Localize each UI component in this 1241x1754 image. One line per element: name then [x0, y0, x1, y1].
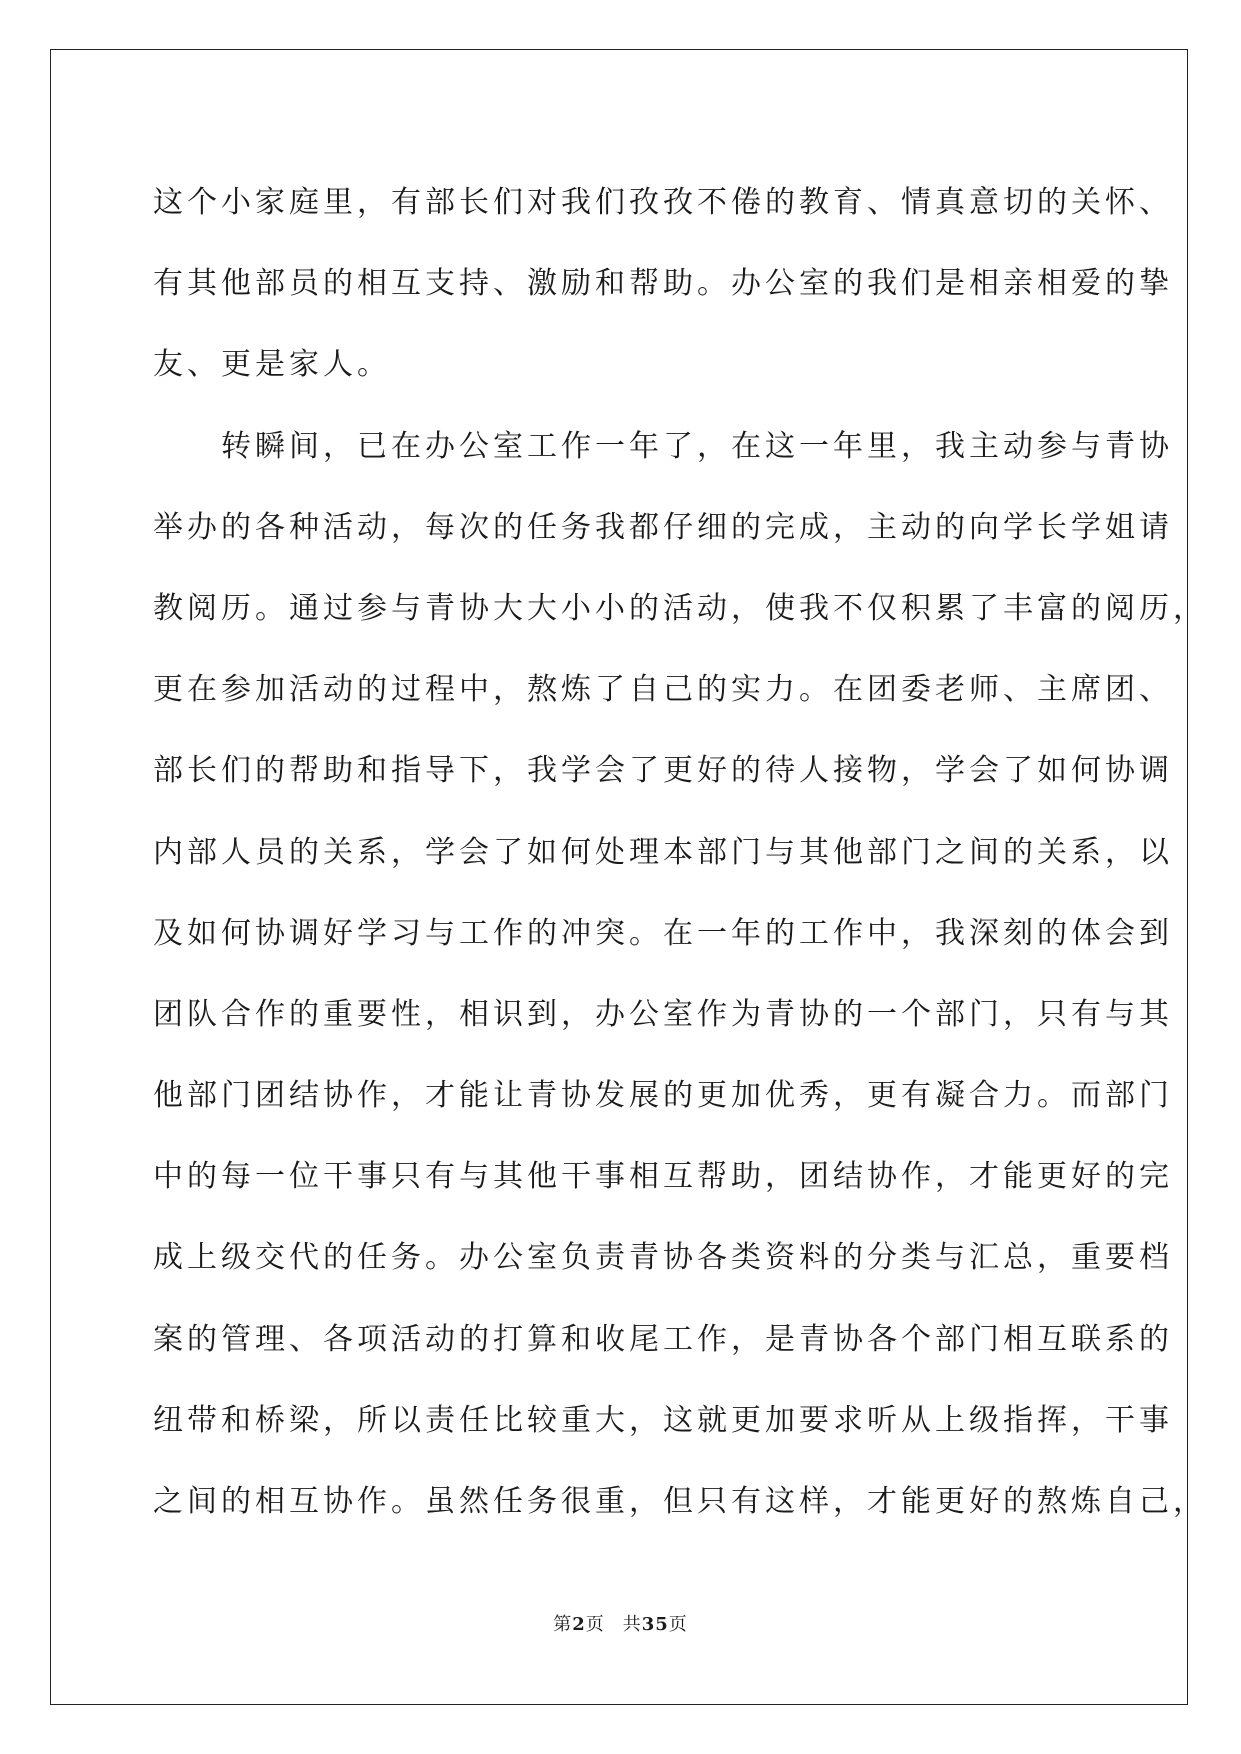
text-line: 更在参加活动的过程中，熬炼了自己的实力。在团委老师、主席团、 — [153, 672, 1173, 708]
text-line: 举办的各种活动，每次的任务我都仔细的完成，主动的向学长学姐请 — [153, 509, 1173, 545]
page-footer — [0, 1610, 1241, 1636]
text-line: 及如何协调好学习与工作的冲突。在一年的工作中，我深刻的体会到 — [153, 915, 1173, 951]
text-line: 转瞬间，已在办公室工作一年了，在这一年里，我主动参与青协 — [153, 428, 1173, 464]
footer-page-prefix: 第 — [553, 1614, 573, 1635]
text-line: 友、更是家人。 — [153, 347, 391, 383]
footer-total-suffix: 页 — [668, 1614, 688, 1635]
text-line: 有其他部员的相互支持、激励和帮助。办公室的我们是相亲相爱的挚 — [153, 266, 1173, 302]
text-line: 内部人员的关系，学会了如何处理本部门与其他部门之间的关系，以 — [153, 834, 1173, 870]
document-body — [153, 162, 1207, 1542]
text-line: 团队合作的重要性，相识到，办公室作为青协的一个部门，只有与其 — [153, 996, 1173, 1032]
footer-total-pages: 35 — [641, 1614, 669, 1635]
text-line: 这个小家庭里，有部长们对我们孜孜不倦的教育、情真意切的关怀、 — [153, 185, 1173, 220]
footer-page-suffix: 页 — [585, 1614, 605, 1635]
text-line: 纽带和桥梁，所以责任比较重大，这就更加要求听从上级指挥，干事 — [153, 1402, 1173, 1438]
text-line: 部长们的帮助和指导下，我学会了更好的待人接物，学会了如何协调 — [153, 753, 1173, 789]
text-line: 案的管理、各项活动的打算和收尾工作，是青协各个部门相互联系的 — [153, 1321, 1173, 1357]
footer-page-number: 2 — [572, 1614, 586, 1635]
text-line: 教阅历。通过参与青协大大小小的活动，使我不仅积累了丰富的阅历， — [153, 590, 1207, 626]
text-line: 他部门团结协作，才能让青协发展的更加优秀，更有凝合力。而部门 — [153, 1078, 1173, 1114]
footer-total-prefix: 共 — [622, 1614, 642, 1635]
text-line: 之间的相互协作。虽然任务很重，但只有这样，才能更好的熬炼自己， — [153, 1484, 1207, 1519]
text-line: 成上级交代的任务。办公室负责青协各类资料的分类与汇总，重要档 — [153, 1240, 1173, 1276]
text-line: 中的每一位干事只有与其他干事相互帮助，团结协作，才能更好的完 — [153, 1159, 1173, 1195]
